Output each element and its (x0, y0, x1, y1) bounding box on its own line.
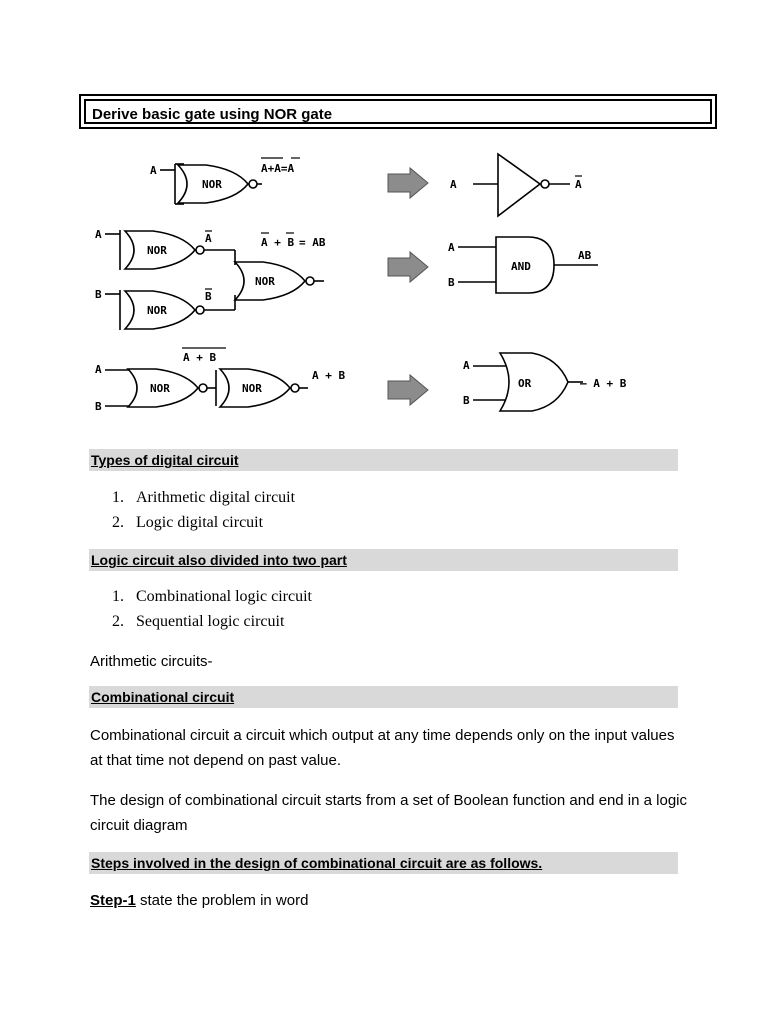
svg-text:NOR: NOR (242, 382, 262, 395)
steps-heading: Steps involved in the design of combinational circuit are as follows. (89, 852, 678, 874)
not-gate (450, 154, 582, 216)
logic-heading: Logic circuit also divided into two part (89, 549, 678, 571)
list-item: 2. Logic digital circuit (112, 514, 264, 531)
and-expression-rhs: = AB (299, 236, 326, 249)
or-out-expression: A + B (312, 369, 346, 382)
logic-list (112, 584, 312, 634)
or-mid-expression: A + B (183, 351, 217, 364)
combinational-paragraph-1: Combinational circuit a circuit which output at any time depends only on the input values at that time not depend on past value. (90, 727, 675, 769)
step-1 (90, 892, 308, 909)
title-box (79, 94, 717, 129)
or-output: — A + B (580, 377, 627, 390)
b-bar-label: B (205, 290, 212, 303)
svg-text:B: B (448, 276, 455, 289)
svg-text:A: A (463, 359, 470, 372)
combinational-paragraph-2: The design of combinational circuit starts from a set of Boolean function and end in a logic circuit diagram (90, 792, 688, 834)
combinational-heading: Combinational circuit (89, 686, 678, 708)
or-from-nor (95, 348, 345, 413)
step-1-label: Step-1 (90, 892, 136, 909)
svg-text:NOR: NOR (147, 244, 167, 257)
types-heading: Types of digital circuit (89, 449, 678, 471)
svg-text:A: A (450, 178, 457, 191)
list-item: 2. Sequential logic circuit (112, 613, 285, 630)
svg-text:B: B (95, 400, 102, 413)
nor-gate-label: NOR (202, 178, 222, 191)
svg-text:A: A (448, 241, 455, 254)
arrow-icon (388, 375, 428, 405)
not-expression: A+A=A (261, 162, 295, 175)
svg-text:B: B (463, 394, 470, 407)
svg-text:NOR: NOR (150, 382, 170, 395)
and-from-nor (95, 228, 326, 330)
list-item: 1. Arithmetic digital circuit (112, 489, 296, 506)
and-gate-label: AND (511, 260, 531, 273)
step-1-text: state the problem in word (135, 892, 309, 909)
or-gate-label: OR (518, 377, 532, 390)
arrow-icon (388, 168, 428, 198)
a-bar-label: A (205, 232, 212, 245)
and-gate (448, 237, 598, 293)
input-a-label: A (150, 164, 157, 177)
types-list (112, 485, 295, 535)
arithmetic-text: Arithmetic circuits- (90, 653, 213, 670)
not-output: A (575, 178, 582, 191)
and-expression-lhs: A + B (261, 236, 295, 249)
svg-text:NOR: NOR (147, 304, 167, 317)
page-title: Derive basic gate using NOR gate (84, 99, 712, 124)
svg-text:NOR: NOR (255, 275, 275, 288)
svg-text:A: A (95, 363, 102, 376)
not-from-nor (150, 158, 300, 204)
input-b-label: B (95, 288, 102, 301)
arrow-icon (388, 252, 428, 282)
nor-gate-diagram (80, 140, 650, 430)
and-output: AB (578, 249, 592, 262)
list-item: 1. Combinational logic circuit (112, 588, 312, 605)
or-gate (463, 353, 627, 411)
input-a-label: A (95, 228, 102, 241)
